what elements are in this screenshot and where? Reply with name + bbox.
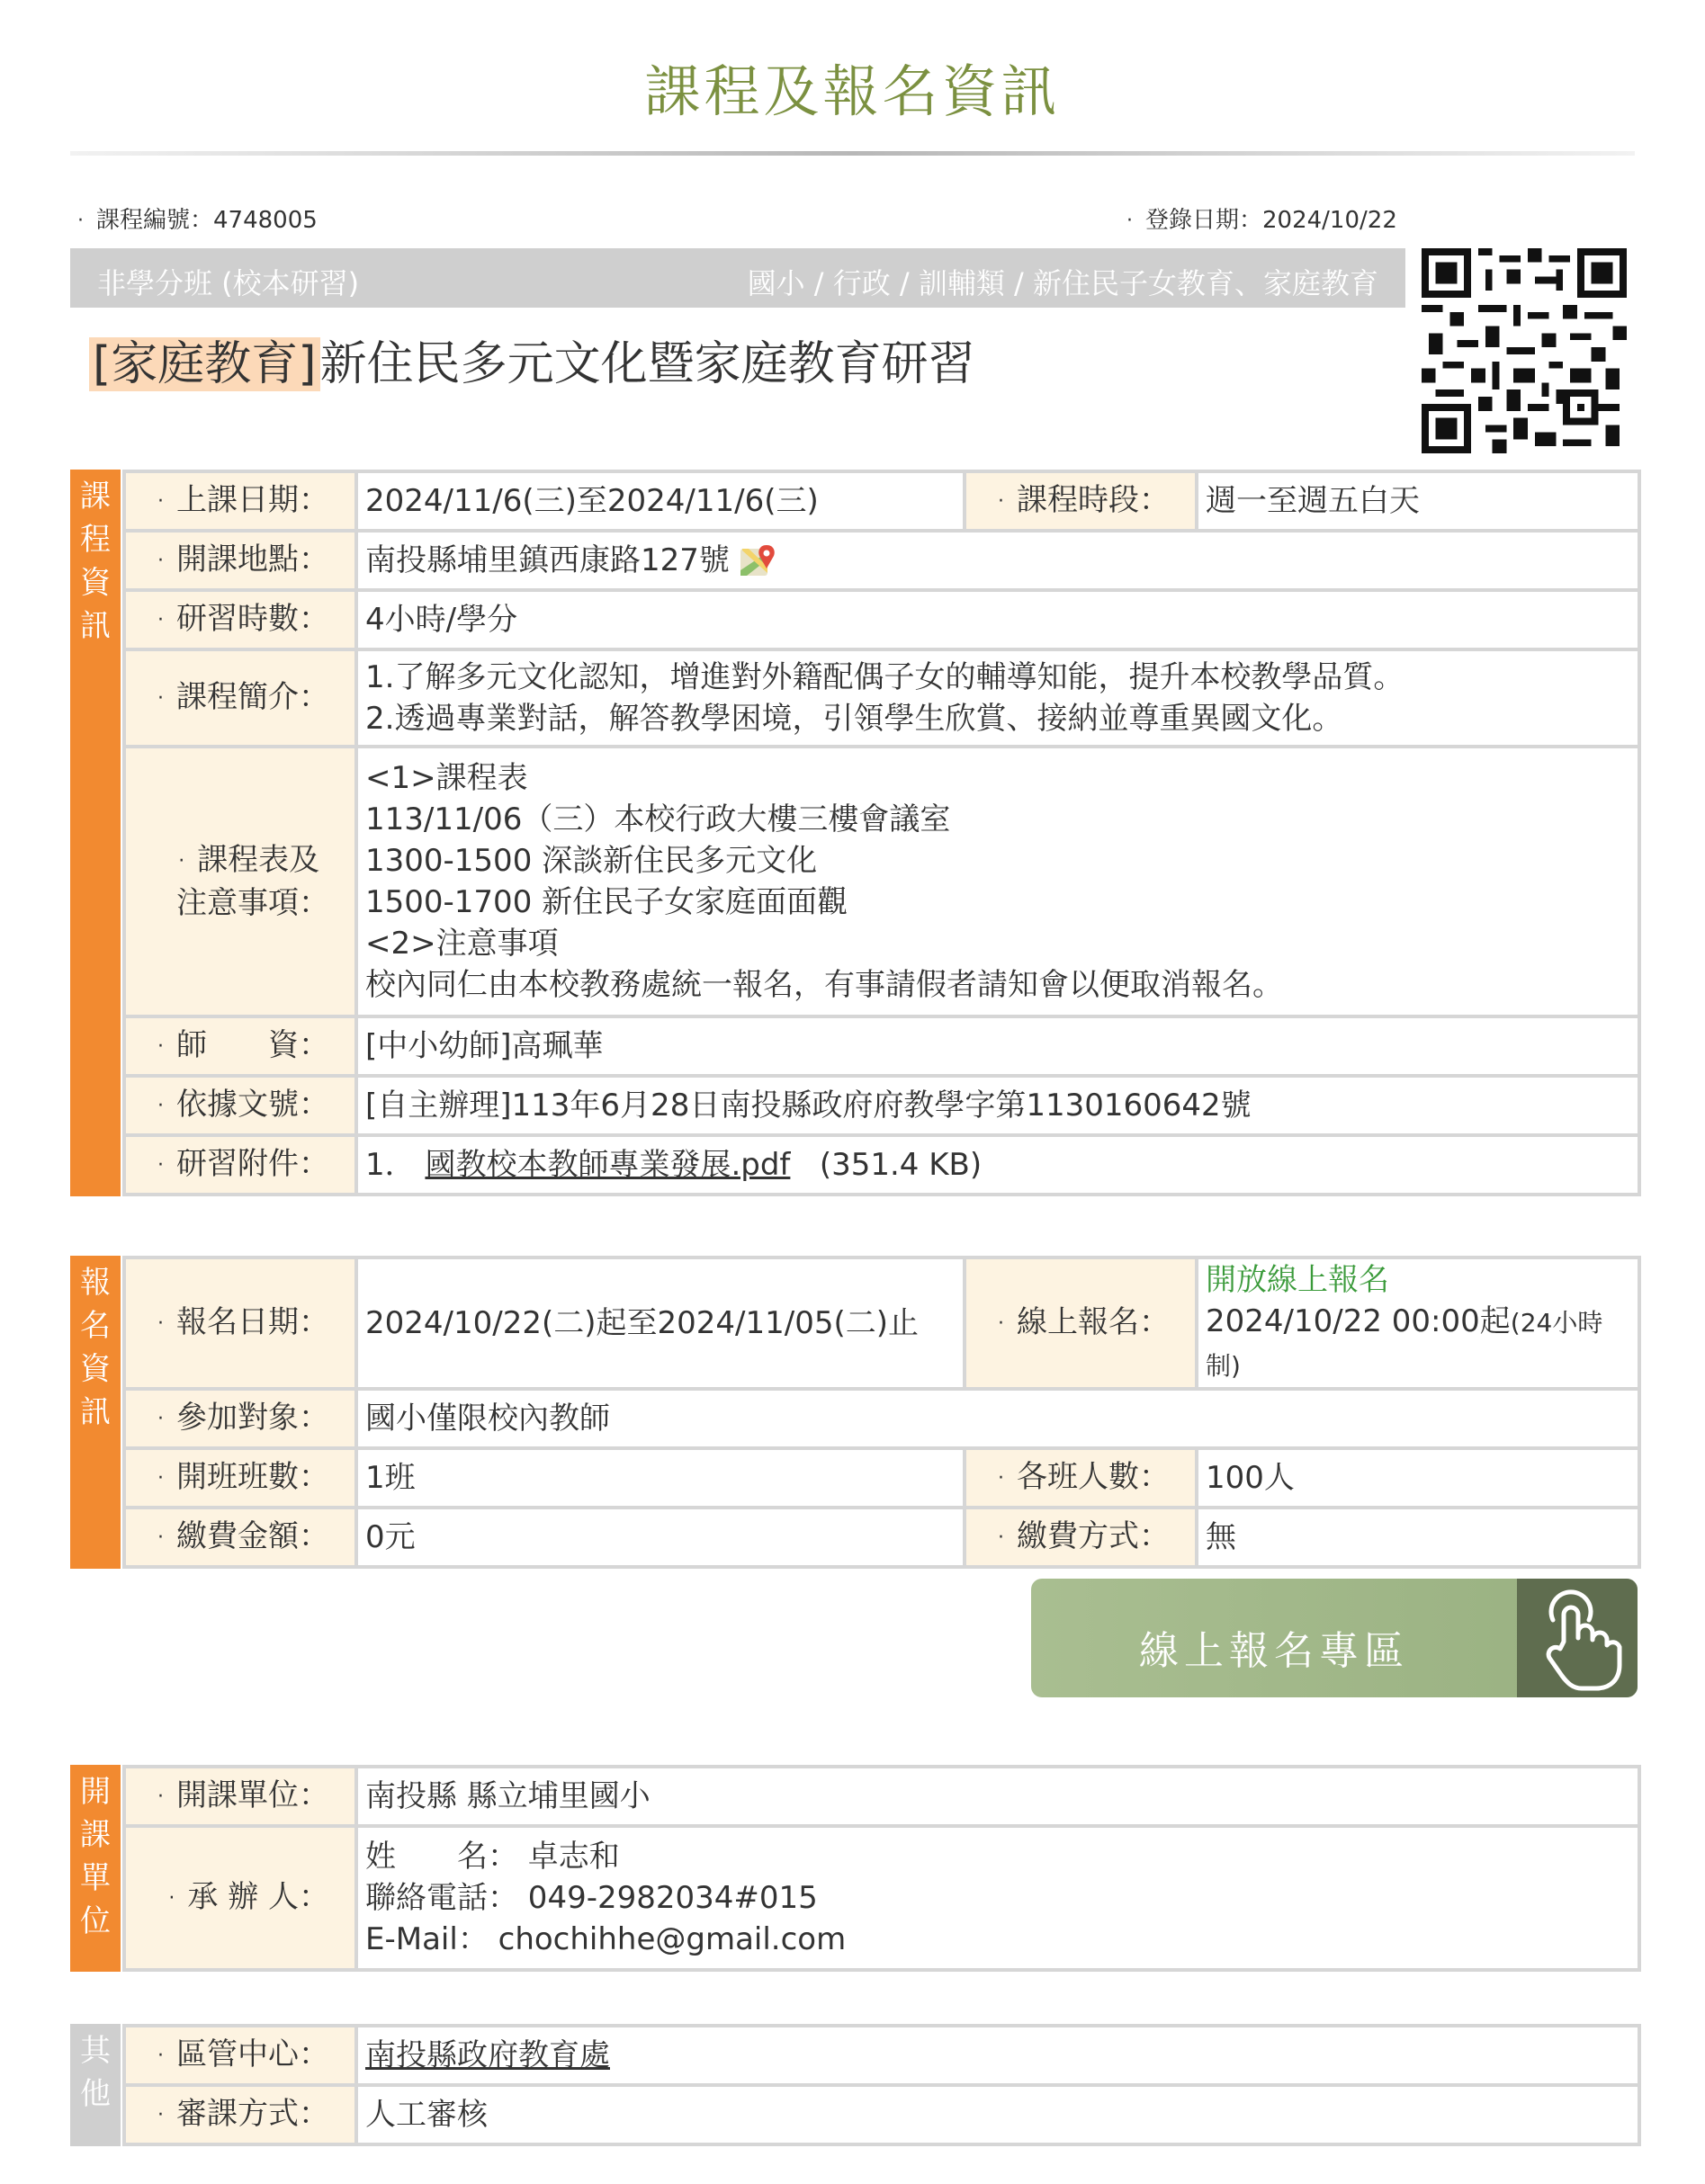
classes-value: 1班	[356, 1448, 965, 1508]
other-section	[70, 2024, 1636, 2146]
online-registration-value	[1197, 1258, 1639, 1389]
class-date-label: · 上課日期：	[124, 471, 356, 531]
hand-pointer-icon	[1517, 1579, 1638, 1697]
schedule-line: 校內同仁由本校教務處統一報名，有事請假者請知會以便取消報名。	[365, 967, 1283, 1003]
other-table	[122, 2024, 1641, 2146]
table-row	[124, 1826, 1639, 1970]
intro-label: · 課程簡介：	[124, 649, 356, 747]
review-label: · 審課方式：	[124, 2085, 356, 2144]
title-divider	[70, 151, 1635, 156]
payment-method-value: 無	[1197, 1508, 1639, 1567]
organizer-section	[70, 1765, 1636, 1972]
center-link[interactable]: 南投縣政府教育處	[365, 2037, 610, 2073]
attachment-value	[356, 1135, 1639, 1195]
online-registration-label: · 線上報名：	[965, 1258, 1197, 1389]
class-size-value: 100人	[1197, 1448, 1639, 1508]
hours-label: · 研習時數：	[124, 590, 356, 649]
schedule-line: 1500-1700 新住民子女家庭面面觀	[365, 884, 848, 920]
organizer-section-label: 開 課 單 位	[70, 1765, 121, 1972]
registration-section	[70, 1256, 1636, 1569]
attachment-number: 1．	[365, 1147, 416, 1183]
table-row	[124, 747, 1639, 1016]
table-row	[124, 531, 1639, 590]
registration-date-text: 登錄日期：2024/10/22	[1145, 207, 1397, 234]
schedule-line: <1>課程表	[365, 760, 528, 796]
online-registration-button[interactable]	[1031, 1579, 1638, 1697]
payment-method-label: · 繳費方式：	[965, 1508, 1197, 1567]
category-path: 國小 / 行政 / 訓輔類 / 新住民子女教育、家庭教育	[747, 266, 1378, 300]
center-value	[356, 2026, 1639, 2085]
qr-code-icon	[1422, 248, 1627, 453]
table-row	[124, 2026, 1639, 2085]
unit-label: · 開課單位：	[124, 1767, 356, 1826]
schedule-line: <2>注意事項	[365, 926, 559, 962]
teacher-value: [中小幼師]高珮華	[356, 1016, 1639, 1076]
table-row	[124, 1135, 1639, 1195]
schedule-line: 1300-1500 深談新住民多元文化	[365, 843, 818, 879]
unit-value: 南投縣 縣立埔里國小	[356, 1767, 1639, 1826]
classes-label: · 開班班數：	[124, 1448, 356, 1508]
schedule-value	[356, 747, 1639, 1016]
schedule-line: 113/11/06（三）本校行政大樓三樓會議室	[365, 801, 951, 837]
contact-value	[356, 1826, 1639, 1970]
class-date-value: 2024/11/6(三)至2024/11/6(三)	[356, 471, 965, 531]
target-value: 國小僅限校內教師	[356, 1389, 1639, 1448]
online-time: 2024/10/22 00:00起	[1206, 1303, 1511, 1339]
center-label: · 區管中心：	[124, 2026, 356, 2085]
course-info-section	[70, 470, 1636, 1196]
table-row	[124, 1258, 1639, 1389]
course-info-table	[122, 470, 1641, 1196]
attachment-label: · 研習附件：	[124, 1135, 356, 1195]
table-row	[124, 1016, 1639, 1076]
class-period-label: · 課程時段：	[965, 471, 1197, 531]
registration-date-label: · 報名日期：	[124, 1258, 356, 1389]
table-row	[124, 1767, 1639, 1826]
bullet-dot: ·	[77, 210, 84, 232]
registration-table	[122, 1256, 1641, 1569]
table-row	[124, 649, 1639, 747]
table-row	[124, 1076, 1639, 1135]
course-title-text: 新住民多元文化暨家庭教育研習	[319, 337, 975, 391]
document-value: [自主辦理]113年6月28日南投縣政府府教學字第1130160642號	[356, 1076, 1639, 1135]
bullet-dot: ·	[1126, 210, 1133, 232]
map-pin-icon[interactable]	[740, 543, 779, 581]
contact-name: 姓 名： 卓志和	[365, 1839, 620, 1875]
location-text: 南投縣埔里鎮西康路127號	[365, 542, 730, 578]
intro-value	[356, 649, 1639, 747]
online-status: 開放線上報名	[1206, 1262, 1389, 1298]
review-value: 人工審核	[356, 2085, 1639, 2144]
fee-label: · 繳費金額：	[124, 1508, 356, 1567]
contact-label: · 承 辦 人：	[124, 1826, 356, 1970]
contact-phone: 聯絡電話： 049-2982034#015	[365, 1880, 818, 1916]
course-info-section-label: 課 程 資 訊	[70, 470, 121, 1196]
online-time-note: (24小時制)	[1206, 1308, 1603, 1381]
class-size-label: · 各班人數：	[965, 1448, 1197, 1508]
hours-value: 4小時/學分	[356, 590, 1639, 649]
registration-date	[1126, 201, 1397, 235]
schedule-label: · 課程表及 注意事項：	[124, 747, 356, 1016]
teacher-label: · 師 資：	[124, 1016, 356, 1076]
category-bar	[70, 248, 1405, 308]
class-period-value: 週一至週五白天	[1197, 471, 1639, 531]
page-title: 課程及報名資訊	[644, 58, 1061, 124]
table-row	[124, 590, 1639, 649]
credit-type: 非學分班 (校本研習)	[97, 266, 360, 300]
organizer-table	[122, 1765, 1641, 1972]
registration-section-label: 報 名 資 訊	[70, 1256, 121, 1569]
location-value	[356, 531, 1639, 590]
location-label: · 開課地點：	[124, 531, 356, 590]
registration-date-value: 2024/10/22(二)起至2024/11/05(二)止	[356, 1258, 965, 1389]
attachment-link[interactable]: 國教校本教師專業發展.pdf	[425, 1147, 791, 1183]
target-label: · 參加對象：	[124, 1389, 356, 1448]
contact-email: E-Mail： chochihhe@gmail.com	[365, 1921, 847, 1957]
fee-value: 0元	[356, 1508, 965, 1567]
table-row	[124, 1389, 1639, 1448]
document-label: · 依據文號：	[124, 1076, 356, 1135]
intro-line: 2.透過專業對話，解答教學困境，引領學生欣賞、接納並尊重異國文化。	[365, 701, 1343, 737]
course-number-text: 課程編號：4748005	[96, 207, 318, 234]
course-title	[89, 326, 975, 393]
table-row	[124, 471, 1639, 531]
course-number	[77, 201, 318, 235]
table-row	[124, 1448, 1639, 1508]
other-section-label: 其 他	[70, 2024, 121, 2146]
table-row	[124, 2085, 1639, 2144]
attachment-size: (351.4 KB)	[819, 1147, 983, 1183]
intro-line: 1.了解多元文化認知，增進對外籍配偶子女的輔導知能，提升本校教學品質。	[365, 659, 1404, 695]
table-row	[124, 1508, 1639, 1567]
course-tag: [家庭教育]	[89, 337, 320, 391]
online-registration-button-label: 線上報名專區	[1139, 1628, 1409, 1674]
